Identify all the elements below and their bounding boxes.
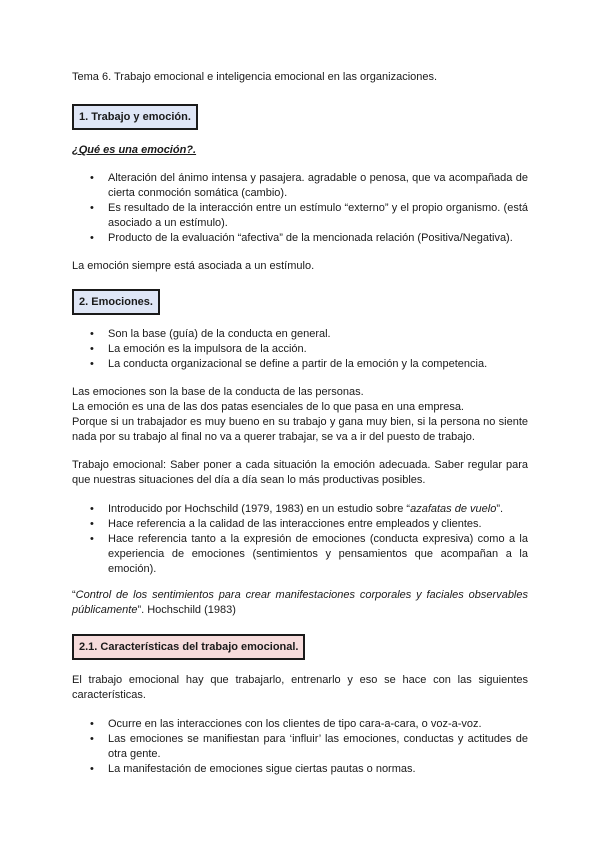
quote-mark: “ — [72, 589, 76, 601]
list-item: • La conducta organizacional se define a partir de la emoción y la competencia. — [72, 357, 528, 372]
paragraph-line: Porque si un trabajador es muy bueno en su trabajo y gana muy bien, si la persona no siente nada por su trabajo al final no va a querer trabajar, se va a ir del puesto de trabajo. — [72, 416, 528, 443]
list-item — [72, 502, 528, 517]
document-header: Tema 6. Trabajo emocional e inteligencia emocional en las organizaciones. — [72, 71, 438, 83]
trabajo-emocional-bullet-list — [72, 502, 528, 577]
paragraph-line: La emoción es una de las dos patas esenciales de lo que pasa en una empresa. — [72, 401, 464, 413]
list-item: • Producto de la evaluación “afectiva” de la mencionada relación (Positiva/Negativa). — [72, 231, 528, 246]
list-item: • Es resultado de la interacción entre un estímulo “externo” y el propio organismo. (está asociado a un estímulo). — [72, 201, 528, 231]
section-2-heading: 2. Emociones. — [72, 289, 160, 315]
question-heading: ¿Qué es una emoción?. — [72, 144, 197, 156]
quote-citation: ”. Hochschild (1983) — [137, 604, 236, 616]
list-item-text: ”. — [496, 503, 504, 515]
list-item-emphasis: azafatas de vuelo — [410, 503, 497, 515]
list-item: • Alteración del ánimo intensa y pasajera. agradable o penosa, que va acompañada de cierta conmoción somática (cambio). — [72, 171, 528, 201]
list-item: • Las emociones se manifiestan para ‘influir’ las emociones, conductas y actitudes de otra gente. — [72, 732, 528, 762]
list-item: • Ocurre en las interacciones con los clientes de tipo cara-a-cara, o voz-a-voz. — [72, 717, 528, 732]
list-item: • La emoción es la impulsora de la acción. — [72, 342, 528, 357]
paragraph-line: Las emociones son la base de la conducta de las personas. — [72, 386, 364, 398]
list-item-text: Introducido por Hochschild (1979, 1983) en un estudio sobre “ — [108, 503, 411, 515]
list-item: • Son la base (guía) de la conducta en general. — [72, 327, 528, 342]
section-1-closing: La emoción siempre está asociada a un estímulo. — [72, 260, 315, 272]
section-2-bullet-list — [72, 327, 528, 372]
section-1-bullet-list — [72, 171, 528, 246]
section-1-heading: 1. Trabajo y emoción. — [72, 104, 198, 130]
quote-text: Control de los sentimientos para crear manifestaciones corporales y faciales observables públicamente — [72, 589, 528, 616]
hochschild-quote — [72, 588, 528, 618]
section-2-1-bullet-list — [72, 717, 528, 777]
list-item: • La manifestación de emociones sigue ciertas pautas o normas. — [72, 762, 528, 777]
section-2-1-heading: 2.1. Características del trabajo emocional. — [72, 634, 305, 660]
list-item: • Hace referencia a la calidad de las interacciones entre empleados y clientes. — [72, 517, 528, 532]
trabajo-emocional-definition: Trabajo emocional: Saber poner a cada situación la emoción adecuada. Saber regular para que nuestras situaciones del día a día sean lo más productivas posibles. — [72, 459, 528, 486]
section-2-1-intro: El trabajo emocional hay que trabajarlo, entrenarlo y eso se hace con las siguientes características. — [72, 674, 528, 701]
list-item: • Hace referencia tanto a la expresión de emociones (conducta expresiva) como a la experiencia de emociones (sentimientos y pensamientos que acompañan a la emoción). — [72, 532, 528, 577]
